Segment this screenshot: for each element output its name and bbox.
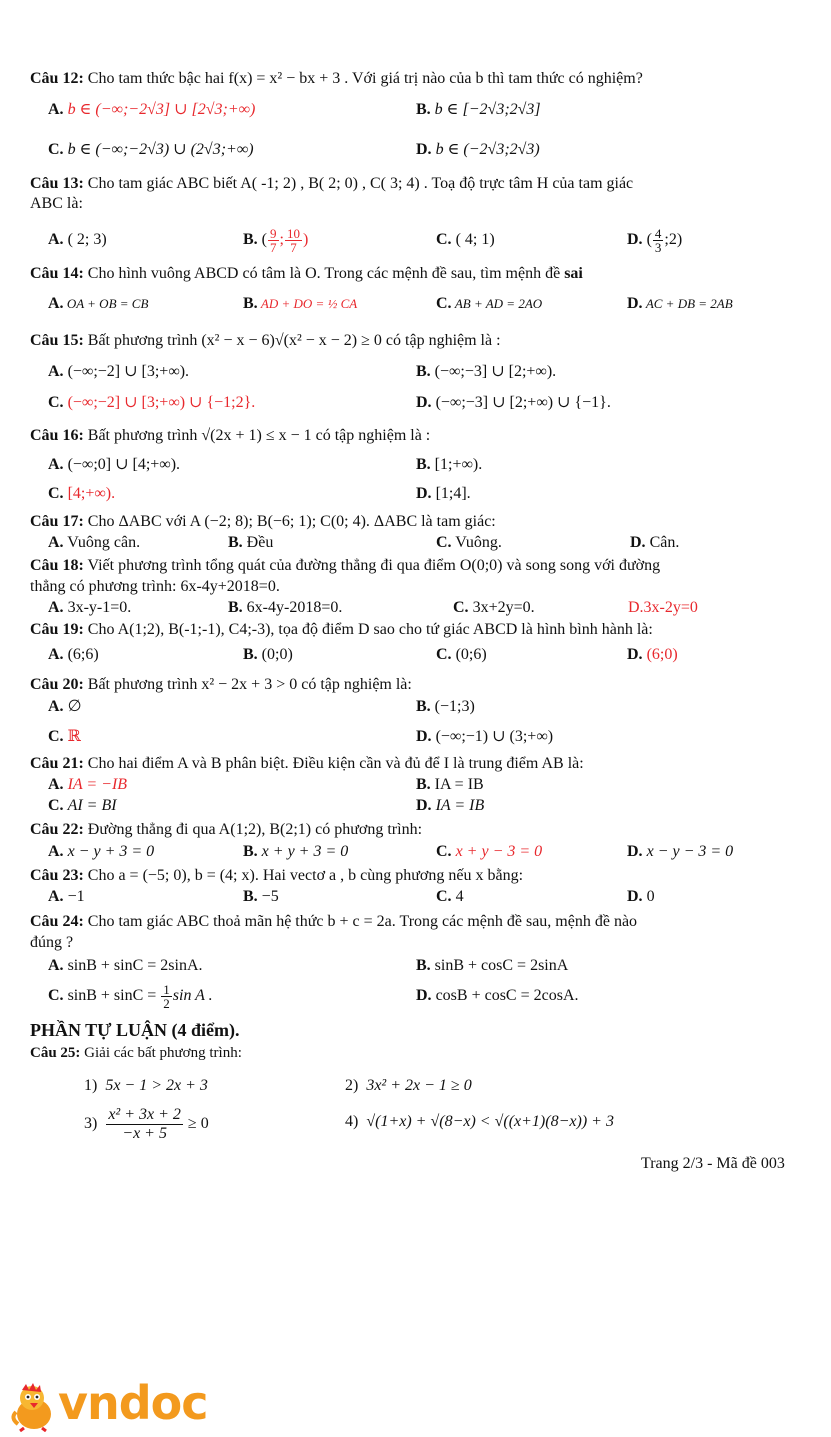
q22-option-c: C. x + y − 3 = 0 — [436, 843, 543, 860]
q23-option-d: D. 0 — [627, 888, 655, 905]
q14-option-b: B. AD + DO = ½ CA — [243, 295, 358, 312]
page-footer: Trang 2/3 - Mã đề 003 — [641, 1155, 785, 1172]
q24-option-d: D. cosB + cosC = 2cosA. — [416, 987, 579, 1004]
q13-stem: Câu 13: Cho tam giác ABC biết A( -1; 2) , B( 2; 0) , C( 3; 4) . Toạ độ trực tâm H của tam giác — [30, 175, 634, 192]
q18-option-d: D.3x-2y=0 — [628, 599, 698, 616]
q13-option-d: D. ( $\frac{4}{3}$ ;2) — [627, 225, 683, 255]
q21-option-d: D. IA = IB — [416, 797, 485, 814]
q13-stem-2: ABC là: — [30, 195, 83, 212]
q17-option-a: A. Vuông cân. — [48, 534, 141, 551]
q25-item-2: 2) 3x² + 2x − 1 ≥ 0 — [345, 1077, 472, 1094]
q12-option-a: A. b ∈ (−∞;−2√3] ∪ [2√3;+∞) — [48, 101, 256, 118]
q14-stem: Câu 14: Cho hình vuông ABCD có tâm là O. Trong các mệnh đề sau, tìm mệnh đề sai — [30, 265, 583, 282]
q19-option-c: C. (0;6) — [436, 646, 487, 663]
q16-option-c: C. [4;+∞). — [48, 485, 116, 502]
q25-item-1: 1) 5x − 1 > 2x + 3 — [84, 1077, 208, 1094]
q24-stem: Câu 24: Cho tam giác ABC thoả mãn hệ thức b + c = 2a. Trong các mệnh đề sau, mệnh đề nào — [30, 913, 638, 930]
q16-option-a: A. (−∞;0] ∪ [4;+∞). — [48, 456, 181, 473]
q20-option-a: A. ∅ — [48, 698, 82, 715]
q15-option-c: C. (−∞;−2] ∪ [3;+∞) ∪ {−1;2}. — [48, 394, 256, 411]
q23-stem: Câu 23: Cho a = (−5; 0), b = (4; x). Hai vectơ a , b cùng phương nếu x bằng: — [30, 867, 524, 884]
q24-stem-2: đúng ? — [30, 934, 74, 951]
q15-option-a: A. (−∞;−2] ∪ [3;+∞). — [48, 363, 190, 380]
q18-stem-2: thẳng có phương trình: 6x-4y+2018=0. — [30, 578, 280, 595]
q17-option-c: C. Vuông. — [436, 534, 502, 551]
q22-option-d: D. x − y − 3 = 0 — [627, 843, 734, 860]
q21-option-c: C. AI = BI — [48, 797, 117, 814]
q18-option-c: C. 3x+2y=0. — [453, 599, 535, 616]
q25-item-3: 3) $\frac{\text{x² + 3x + 2}}{-x + 5}$ ≥ 0 — [84, 1105, 209, 1142]
q22-stem: Câu 22: Đường thẳng đi qua A(1;2), B(2;1) có phương trình: — [30, 821, 423, 838]
q16-option-b: B. [1;+∞). — [416, 456, 483, 473]
q20-stem: Câu 20: Bất phương trình x² − 2x + 3 > 0 có tập nghiệm là: — [30, 676, 412, 693]
q13-option-b: B. ( $\frac{9}{7}$ ; $\frac{10}{7}$ ) — [243, 225, 309, 255]
q12-option-c: C. b ∈ (−∞;−2√3) ∪ (2√3;+∞) — [48, 141, 254, 158]
q13-option-c: C. ( 4; 1) — [436, 231, 495, 248]
q12-stem: Câu 12: Cho tam thức bậc hai f(x) = x² − bx + 3 . Với giá trị nào của b thì tam thức có nghiệm? — [30, 70, 643, 87]
q19-stem: Câu 19: Cho A(1;2), B(-1;-1), C4;-3), tọa độ điểm D sao cho tứ giác ABCD là hình bình hành là: — [30, 621, 653, 638]
q16-stem: Câu 16: Bất phương trình √(2x + 1) ≤ x − 1 có tập nghiệm là : — [30, 427, 431, 444]
q18-stem: Câu 18: Viết phương trình tổng quát của đường thẳng đi qua điểm O(0;0) và song song với đường — [30, 557, 661, 574]
q21-option-b: B. IA = IB — [416, 776, 484, 793]
q15-stem: Câu 15: Bất phương trình (x² − x − 6)√(x² − x − 2) ≥ 0 có tập nghiệm là : — [30, 332, 501, 349]
q23-option-c: C. 4 — [436, 888, 464, 905]
q20-option-d: D. (−∞;−1) ∪ (3;+∞) — [416, 728, 554, 745]
q15-option-b: B. (−∞;−3] ∪ [2;+∞). — [416, 363, 557, 380]
q17-stem: Câu 17: Cho ΔABC với A (−2; 8); B(−6; 1); C(0; 4). ΔABC là tam giác: — [30, 513, 496, 530]
q12-option-b: B. b ∈ [−2√3;2√3] — [416, 101, 541, 118]
logo-text: vndoc — [58, 1376, 208, 1430]
q21-stem: Câu 21: Cho hai điểm A và B phân biệt. Điều kiện cần và đủ để I là trung điểm AB là: — [30, 755, 584, 772]
q20-option-c: C. ℝ — [48, 728, 81, 745]
q17-option-b: B. Đều — [228, 534, 274, 551]
vndoc-logo — [8, 1376, 223, 1432]
q23-option-a: A. −1 — [48, 888, 85, 905]
q22-option-b: B. x + y + 3 = 0 — [243, 843, 349, 860]
q19-option-d: D. (6;0) — [627, 646, 678, 663]
essay-title: PHẦN TỰ LUẬN (4 điểm). — [30, 1020, 240, 1040]
q14-option-c: C. AB + AD = 2AO — [436, 295, 543, 312]
q24-option-a: A. sinB + sinC = 2sinA. — [48, 957, 203, 974]
q25-item-4: 4) √(1+x) + √(8−x) < √((x+1)(8−x)) + 3 — [345, 1113, 614, 1130]
q24-option-b: B. sinB + cosC = 2sinA — [416, 957, 569, 974]
q14-option-d: D. AC + DB = 2AB — [627, 295, 733, 312]
q19-option-b: B. (0;0) — [243, 646, 293, 663]
q24-option-c: C. sinB + sinC = $\frac{1}{2}$ sin A . — [48, 981, 213, 1011]
q22-option-a: A. x − y + 3 = 0 — [48, 843, 155, 860]
q18-option-a: A. 3x-y-1=0. — [48, 599, 132, 616]
q18-option-b: B. 6x-4y-2018=0. — [228, 599, 343, 616]
q19-option-a: A. (6;6) — [48, 646, 99, 663]
q25-stem: Câu 25: Giải các bất phương trình: — [30, 1045, 242, 1061]
q15-option-d: D. (−∞;−3] ∪ [2;+∞) ∪ {−1}. — [416, 394, 611, 411]
q14-option-a: A. OA + OB = CB — [48, 295, 149, 312]
q12-option-d: D. b ∈ (−2√3;2√3) — [416, 141, 540, 158]
q23-option-b: B. −5 — [243, 888, 279, 905]
q16-option-d: D. [1;4]. — [416, 485, 471, 502]
q17-option-d: D. Cân. — [630, 534, 680, 551]
q21-option-a: A. IA = −IB — [48, 776, 128, 793]
q20-option-b: B. (−1;3) — [416, 698, 475, 715]
q13-option-a: A. ( 2; 3) — [48, 231, 107, 248]
